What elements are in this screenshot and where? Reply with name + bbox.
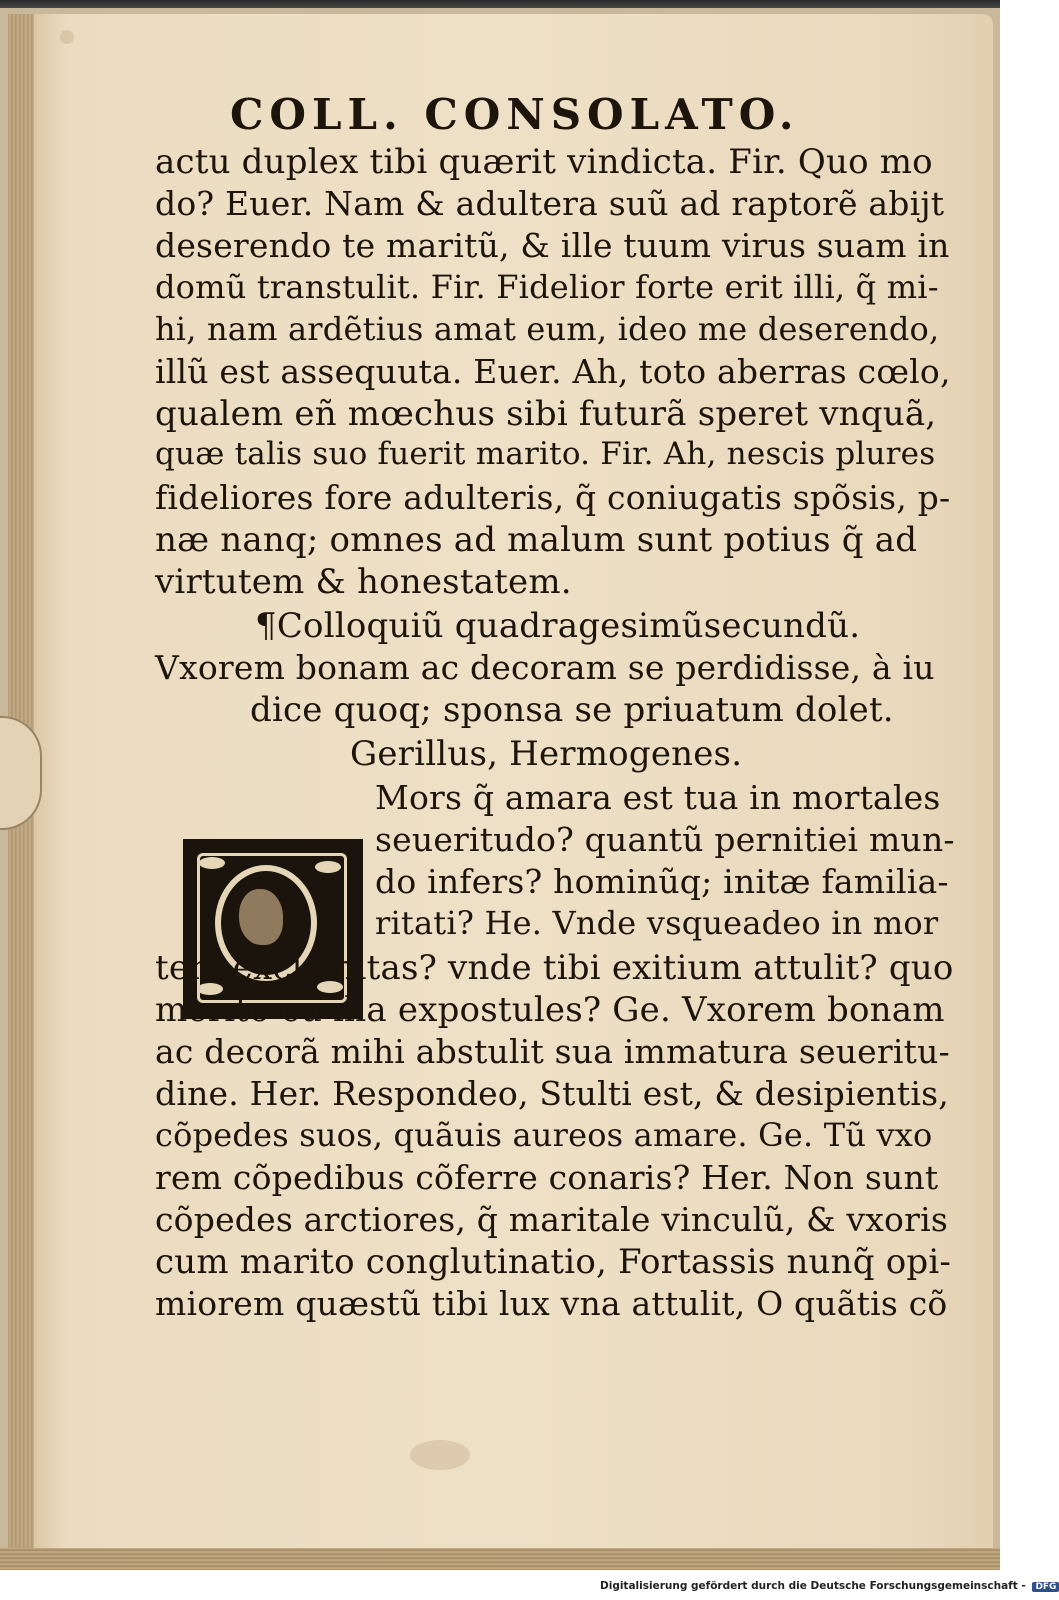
text-line: miorem quæstũ tibi lux vna attulit, O quãtis cõ [155, 1284, 948, 1323]
initial-ornament [315, 861, 341, 873]
section-heading: ¶Colloquiũ quadragesimũsecundũ. [255, 606, 861, 646]
section-summary: dice quoq; sponsa se priuatum dolet. [250, 690, 894, 730]
text-line: tem exclamitas? vnde tibi exitium attulit? quo [155, 948, 954, 988]
text-line: rem cõpedibus cõferre conaris? Her. Non sunt [155, 1158, 939, 1197]
text-line: cõpedes suos, quãuis aureos amare. Ge. Tũ vxo [155, 1116, 933, 1154]
digitization-credit [600, 1580, 1057, 1596]
text-line: ac decorã mihi abstulit sua immatura seueritu- [155, 1032, 950, 1071]
initial-ornament [199, 857, 225, 869]
text-block [155, 82, 955, 1402]
text-line: do infers? hominũq; initæ familia- [375, 862, 949, 901]
text-line: virtutem & honestatem. [155, 562, 572, 602]
text-line: actu duplex tibi quærit vindicta. Fir. Quo mo [155, 142, 933, 182]
text-line: seueritudo? quantũ pernitiei mun- [375, 820, 955, 859]
credit-text: Digitalisierung gefördert durch die Deutsche Forschungsgemeinschaft - [600, 1580, 1026, 1592]
speakers-line: Gerillus, Hermogenes. [350, 734, 743, 774]
text-line: fideliores fore adulteris, q̃ coniugatis spõsis, p- [155, 478, 951, 517]
page-bottom-edges [0, 1548, 1000, 1570]
text-line: dine. Her. Respondeo, Stulti est, & desipientis, [155, 1074, 949, 1113]
stain [60, 30, 74, 44]
text-line: deserendo te maritũ, & ille tuum virus suam in [155, 226, 950, 265]
text-line: cõpedes arctiores, q̃ maritale vinculũ, & vxoris [155, 1200, 948, 1239]
text-line: domũ transtulit. Fir. Fidelior forte erit illi, q̃ mi- [155, 268, 939, 306]
text-line: ritati? He. Vnde vsqueadeo in mor [375, 904, 939, 942]
text-line: hi, nam ardẽtius amat eum, ideo me deserendo, [155, 310, 940, 348]
text-line: merito cũ illa expostules? Ge. Vxorem bonam [155, 990, 945, 1030]
section-summary: Vxorem bonam ac decoram se perdidisse, à iu [155, 648, 935, 687]
initial-portrait [239, 889, 283, 945]
text-line: quæ talis suo fuerit marito. Fir. Ah, nescis plures [155, 436, 936, 472]
dfg-logo: DFG [1032, 1582, 1059, 1592]
text-line: qualem eñ mœchus sibi futurã speret vnquã, [155, 394, 937, 434]
text-line: Mors q̃ amara est tua in mortales [375, 778, 941, 817]
text-line: illũ est assequuta. Euer. Ah, toto aberras cœlo, [155, 352, 951, 391]
stain [410, 1440, 470, 1470]
text-line: cum marito conglutinatio, Fortassis nunq̃ opi- [155, 1242, 952, 1282]
text-line: do? Euer. Nam & adultera suũ ad raptorẽ abijt [155, 184, 945, 223]
running-head: COLL. CONSOLATO. [230, 90, 800, 139]
text-line: næ nanq; omnes ad malum sunt potius q̃ ad [155, 520, 918, 560]
